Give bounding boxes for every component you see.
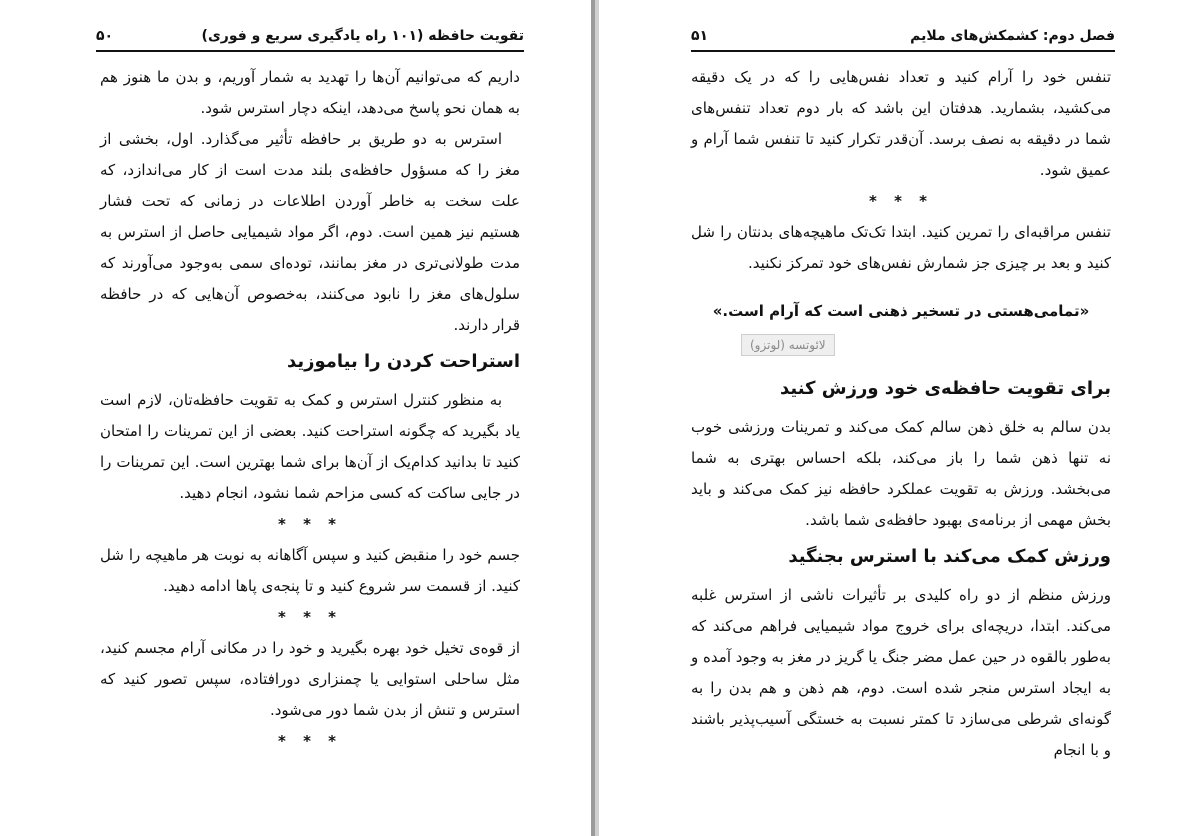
paragraph: به منظور کنترل استرس و کمک به تقویت حافظه‌تان، لازم است یاد بگیرید که چگونه استراحت کنید. بعضی از این تمرینات را امتحان کنید تا بدانید کدام‌یک از آن‌ها برای شما بهترین است. این تمرینات را در جایی ساکت که کسی مزاحم شما نشود، انجام دهید. — [100, 391, 520, 502]
section-divider: * * * — [278, 732, 342, 750]
paragraph: استرس به دو طریق بر حافظه تأثیر می‌گذارد. اول، بخشی از مغز را که مسؤول حافظه‌ی بلند مدت است از کار می‌اندازد، که علت سخت به خاطر آوردن اطلاعات در زمانی که تحت فشار هستیم نیز همین است. دوم، اگر مواد شیمیایی حاصل از استرس به مدت طولانی‌تری در مغز بمانند، توده‌ای سمی به‌وجود می‌آورند که سلول‌های مغز را نابود می‌کنند، به‌خصوص آن‌هایی که در حافظه قرار دارند. — [100, 130, 520, 334]
paragraph: بدن سالم به خلق ذهن سالم کمک می‌کند و تمرینات ورزشی خوب نه تنها ذهن شما را باز می‌کند، بلکه احساس بهتری به شما می‌بخشد. ورزش به تقویت عملکرد حافظه نیز کمک می‌کند و باید بخش مهمی از برنامه‌ی بهبود حافظه‌ی شما باشد. — [691, 418, 1111, 529]
paragraph: داریم که می‌توانیم آن‌ها را تهدید به شمار آوریم، و بدن ما هنوز هم به همان نحو پاسخ می‌دهد، اینکه دچار استرس شود. — [100, 68, 520, 117]
right-page — [599, 0, 1195, 836]
section-divider: * * * — [278, 515, 342, 533]
paragraph: تنفس مراقبه‌ای را تمرین کنید. ابتدا تک‌تک ماهیچه‌های بدنتان را شل کنید و بعد بر چیزی جز شمارش نفس‌های خود تمرکز نکنید. — [691, 223, 1111, 272]
quote-author-row — [691, 329, 1111, 360]
left-page-body — [100, 62, 520, 757]
page-number: ۵۰ — [96, 28, 114, 44]
paragraph: از قوه‌ی تخیل خود بهره بگیرید و خود را در مکانی آرام مجسم کنید، مثل ساحلی استوایی یا چمنزاری دورافتاده، سپس تصور کنید که استرس و تنش از بدن شما دور می‌شود. — [100, 639, 520, 719]
page-number: ۵۱ — [691, 28, 709, 44]
paragraph: جسم خود را منقبض کنید و سپس آگاهانه به نوبت هر ماهیچه را شل کنید. از قسمت سر شروع کنید و تا پنجه‌ی پاها ادامه دهید. — [100, 546, 520, 595]
section-heading: برای تقویت حافظه‌ی خود ورزش کنید — [779, 378, 1111, 399]
quote-author: لائوتسه (لوتزو) — [741, 334, 835, 356]
section-heading: ورزش کمک می‌کند با استرس بجنگید — [788, 546, 1111, 567]
right-page-body — [691, 62, 1111, 766]
section-divider: * * * — [278, 608, 342, 626]
right-page-header — [691, 22, 1115, 52]
section-heading: استراحت کردن را بیاموزید — [286, 351, 520, 372]
running-head: فصل دوم: کشمکش‌های ملایم — [910, 28, 1115, 44]
quote-text: «تمامی‌هستی در تسخیر ذهنی است که آرام است.» — [712, 302, 1090, 320]
paragraph: تنفس خود را آرام کنید و تعداد نفس‌هایی را که در یک دقیقه می‌کشید، بشمارید. هدفتان این باشد که بار دوم تعداد تنفس‌های شما در دقیقه به نصف برسد. آن‌قدر تکرار کنید تا تنفس شما آرام و عمیق شود. — [691, 68, 1111, 179]
section-divider: * * * — [869, 192, 933, 210]
paragraph: ورزش منظم از دو راه کلیدی بر تأثیرات ناشی از استرس غلبه می‌کند. ابتدا، دریچه‌ای برای خروج مواد شیمیایی فراهم می‌کند که به‌طور بالقوه در حین عمل مضر جنگ یا گریز در مغز به وجود آمده و به ایجاد استرس منجر شده است. دوم، هم ذهن و هم بدن را به گونه‌ای شرطی می‌سازد تا کمتر نسبت به خستگی آسیب‌پذیر باشند و با انجام — [691, 586, 1111, 759]
left-page — [0, 0, 591, 836]
running-head: تقویت حافظه (۱۰۱ راه یادگیری سریع و فوری) — [201, 28, 524, 44]
left-page-header — [96, 22, 524, 52]
